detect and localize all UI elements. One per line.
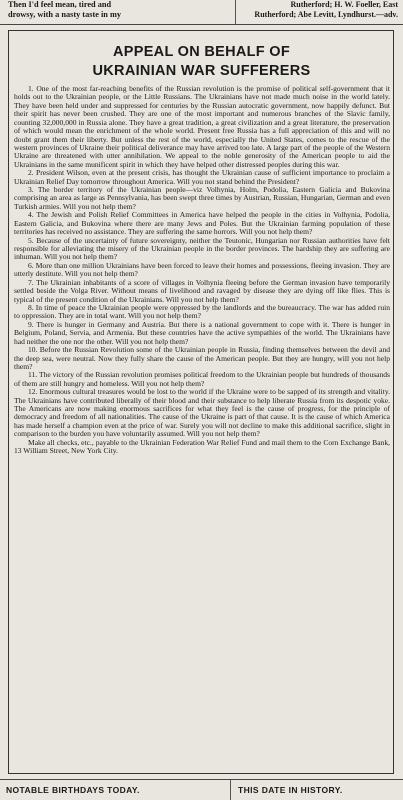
headline-line-1: APPEAL ON BEHALF OF [112,44,291,60]
paragraph: 9. There is hunger in Germany and Austria. But there is a national government to cope with it. There is hunger in Belgium, Poland, Servia, and Armenia. But these countries have the active sympathies of the world. The Ukrainians have had neither the one nor the other. Will you not help them? [14,319,390,346]
paragraph: 2. President Wilson, even at the present crisis, has thought the Ukrainian cause of sufficient importance to proclaim a Ukrainian Relief Day tomorrow throughout America. Will you not stand behind the President? [14,168,390,186]
previous-column-fragment [8,0,233,19]
paragraph: 8. In time of peace the Ukrainian people were oppressed by the landlords and the bureaucracy. The war has added ruin to oppression. They are in total want. Will you not help them? [14,302,390,321]
bottom-divider [0,779,403,780]
column-divider [235,0,236,24]
paragraph: 4. The Jewish and Polish Relief Committees in America have helped the people in the cities in Volhynia, Podolia, Eastern Galicia, and Bukovina where there are many Jews and Poles. But the Ukrainian farming population of these territories has received no assistance. They are suffering the same horrors. Will you not help them? [14,210,390,237]
paragraph: 12. Enormous cultural treasures would be lost to the world if the Ukraine were to be sapped of its strength and vitality. The Ukrainians have contributed liberally of their blood and their substance to help liberate Russia from its despotic yoke. The Americans are now making enormous sacrifices for what they feel is the cause of progress, for the principle of democracy and freedom of all nationalities. The cause of the Ukraine is part of that cause. It is the cause of which America has made herself a champion even at the price of war. Surely you will not decline to make this additional sacrifice, slight in comparison to the burden you have voluntarily assumed. Will you not help them? [14,387,390,439]
paragraph: 11. The victory of the Russian revolution promises political freedom to the Ukrainian people but hundreds of thousands of them are still hungry and homeless. Will you not help them? [14,370,390,388]
fragment-line: Rutherford; Abe Levitt, Lyndhurst.—adv. [254,9,398,19]
paragraph: 7. The Ukrainian inhabitants of a score of villages in Volhynia fleeing before the German invasion have temporarily settled beside the Volga River. Without means of livelihood and ravaged by disease they are dying off like flies. This is typical of the present condition of the Ukrainians. Will you not help them? [14,277,390,304]
fragment-line: drowsy, with a nasty taste in my [8,9,122,19]
paragraph: 5. Because of the uncertainty of future sovereignty, neither the Teutonic, Hungarian nor Russian authorities have felt responsible for alleviating the misery of the Ukrainian people in the border provinces. The hardship they are suffering are inhuman. Will you not help them? [14,235,390,262]
headline-line-2: UKRAINIAN WAR SUFFERERS [92,63,311,79]
paragraph: 10. Before the Russian Revolution some of the Ukrainian people in Russia, finding themselves between the devil and the deep sea, were neutral. Now they fully share the cause of the American people. But they are hungry, will you not help them? [14,345,390,371]
top-divider [0,24,403,25]
this-date-in-history-heading: THIS DATE IN HISTORY. [238,785,343,795]
notable-birthdays-heading: NOTABLE BIRTHDAYS TODAY. [6,785,140,795]
column-divider [230,780,231,800]
paragraph: 1. One of the most far-reaching benefits of the Russian revolution is the promise of political self-government that it holds out to the Ukrainian people, or the Little Russians. The Ukrainians have not made much noise in the world lately. They have been held under and suppressed for centuries by the Russian autocratic government, now happily defunct. But their spirit has never been crushed. They are one of the most important and numerous branches of the Slavic family, counting 32,000,000 in Russia alone. They have a great tradition, a great civilization and a great literature, the preservation of which would mean the enrichment of the whole world. Present free Russia has a full appreciation of this and will no doubt grant them their liberty. But unless the rest of the world, especially the United States, comes to the rescue of the western provinces of Ukraine their political deliverance may have arrived too late. A large part of the people of the Western Ukraine are threatened with utter annihilation. We appeal to the noble generosity of the American people to aid the Ukrainians in the same munificent spirit in which they have helped other distressed peoples during this war. [14,84,390,169]
paragraph: Make all checks, etc., payable to the Ukrainian Federation War Relief Fund and mail them to the Corn Exchange Bank, 13 William Street, New York City. [14,437,390,456]
fragment-line: Then I'd feel mean, tired and [8,0,112,9]
article-body [14,85,390,456]
paragraph: 3. The border territory of the Ukrainian people—viz Volhynia, Holm, Podolia, Eastern Galicia and Bukovina comprising an area as large as Pennsylvania, has been swept three times by Austrian, Russian, Hungarian, German and even Turkish armies. Will you not help them? [14,185,390,211]
paragraph: 6. More than one million Ukrainians have been forced to leave their homes and possessions, fleeing invasion. They are utterly destitute. Will you not help them? [14,260,390,279]
top-strip [0,0,403,26]
fragment-line: Rutherford; H. W. Foeller, East [290,0,398,9]
adjacent-column-fragment [240,0,398,19]
